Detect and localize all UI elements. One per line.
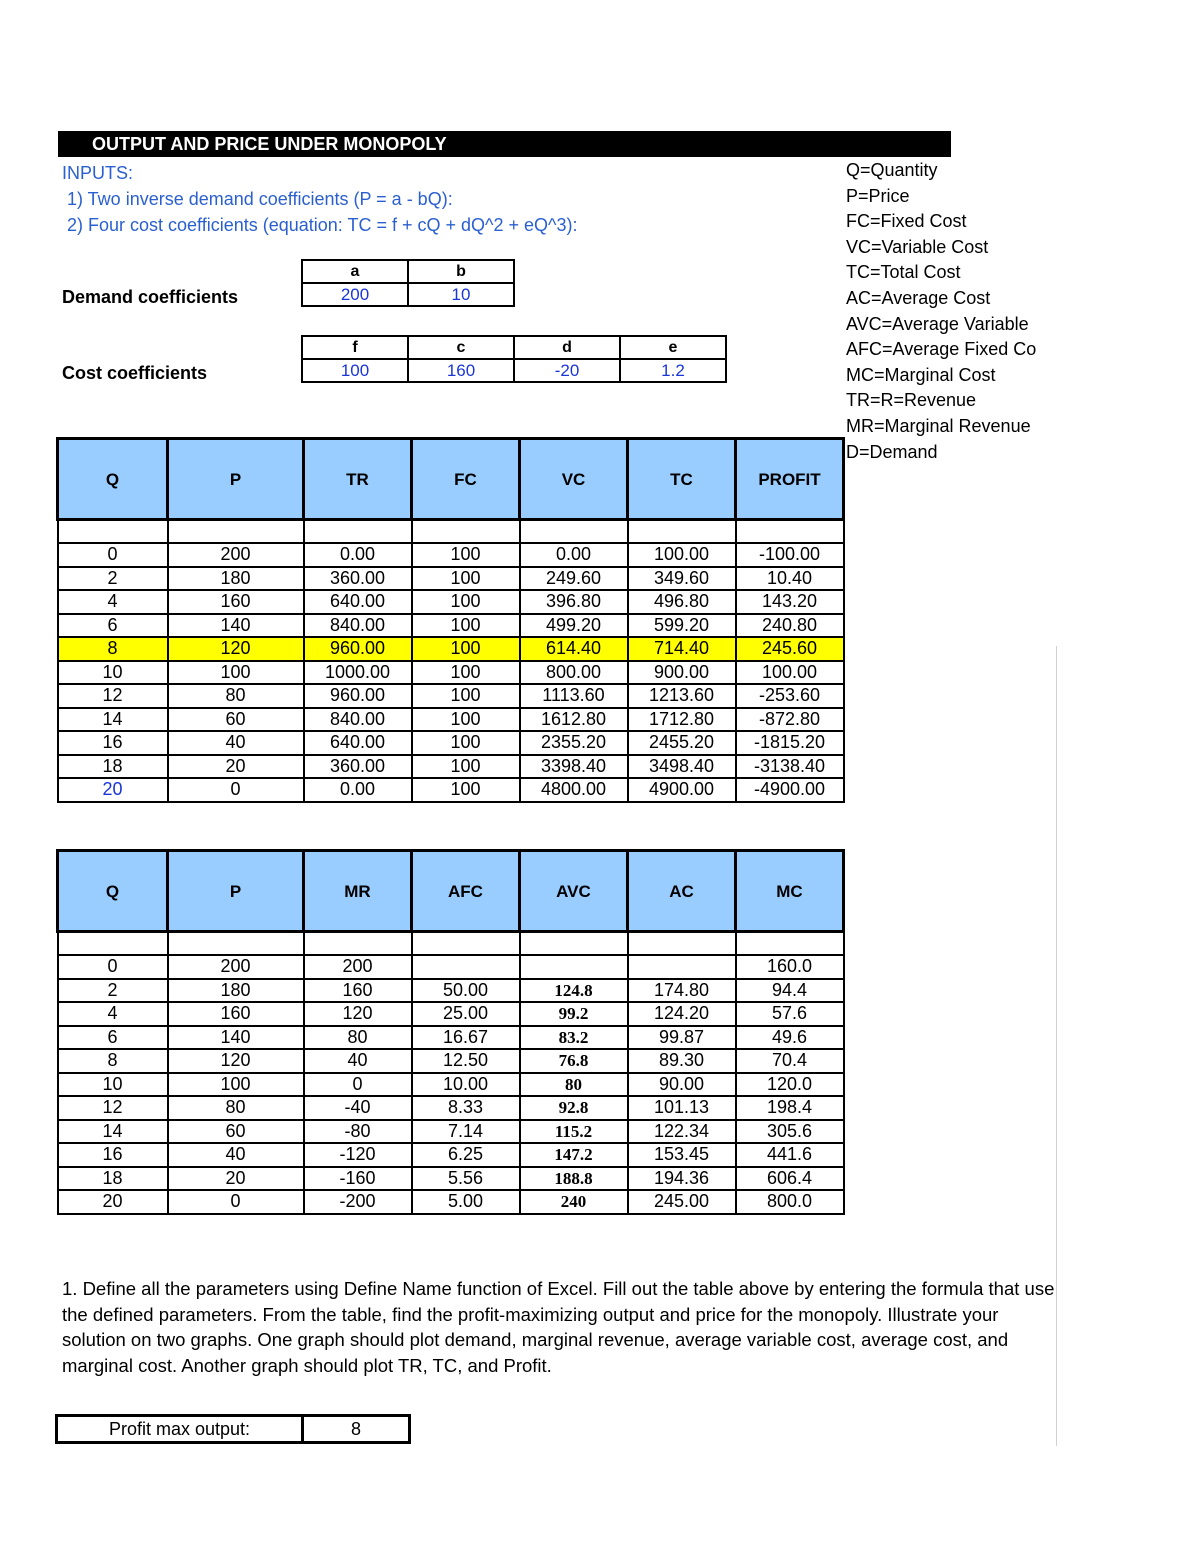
table-cell[interactable]: 441.6 (736, 1143, 844, 1167)
table-cell[interactable]: 6 (58, 1026, 168, 1050)
revenue-cost-profit-table (56, 437, 845, 803)
table-cell[interactable]: 80 (520, 1073, 628, 1097)
column-header: MR (304, 851, 412, 932)
table-cell[interactable]: 6 (58, 614, 168, 638)
table-cell[interactable]: 10.00 (412, 1073, 520, 1097)
table-cell[interactable]: 349.60 (628, 567, 736, 591)
table-cell[interactable]: 20 (168, 755, 304, 779)
table-cell[interactable]: 4800.00 (520, 778, 628, 802)
table-cell[interactable]: 640.00 (304, 731, 412, 755)
table-cell[interactable]: 5.56 (412, 1167, 520, 1191)
table-cell[interactable]: 960.00 (304, 637, 412, 661)
column-header: P (168, 439, 304, 520)
table-cell[interactable]: 40 (168, 1143, 304, 1167)
coef-header-f: f (302, 336, 408, 359)
table-cell[interactable]: 4 (58, 590, 168, 614)
column-header: Q (58, 439, 168, 520)
table-cell[interactable]: 120 (168, 637, 304, 661)
table-cell[interactable]: 57.6 (736, 1002, 844, 1026)
table-cell[interactable]: 90.00 (628, 1073, 736, 1097)
inputs-section (62, 160, 577, 238)
table-cell[interactable]: 140 (168, 614, 304, 638)
table-cell[interactable]: 360.00 (304, 567, 412, 591)
coef-value-f[interactable]: 100 (302, 359, 408, 382)
table-cell[interactable]: 100 (412, 614, 520, 638)
table-cell[interactable]: 4900.00 (628, 778, 736, 802)
table-cell[interactable]: 100 (412, 684, 520, 708)
table-cell[interactable]: 245.60 (736, 637, 844, 661)
table-cell[interactable]: -872.80 (736, 708, 844, 732)
legend-item: MR=Marginal Revenue (846, 415, 1031, 436)
table-cell[interactable]: 188.8 (520, 1167, 628, 1191)
table-cell[interactable]: 240.80 (736, 614, 844, 638)
table-cell[interactable]: 100.00 (736, 661, 844, 685)
table-cell[interactable]: 16 (58, 1143, 168, 1167)
table-row (58, 708, 844, 732)
table-cell[interactable]: 1000.00 (304, 661, 412, 685)
legend-item: D=Demand (846, 441, 938, 462)
table-cell[interactable]: 20 (58, 1190, 168, 1214)
table-cell[interactable]: 2455.20 (628, 731, 736, 755)
table-cell[interactable]: 8 (58, 637, 168, 661)
table-cell[interactable]: 100.00 (628, 543, 736, 567)
table-cell[interactable]: 160 (168, 590, 304, 614)
legend-item: VC=Variable Cost (846, 236, 989, 257)
empty-cell[interactable] (304, 520, 412, 544)
table-row (58, 955, 844, 979)
table-cell[interactable]: 900.00 (628, 661, 736, 685)
table-cell[interactable]: 10 (58, 1073, 168, 1097)
table-cell[interactable]: 160.0 (736, 955, 844, 979)
legend-item: FC=Fixed Cost (846, 211, 967, 232)
table-row (58, 1120, 844, 1144)
table-cell[interactable]: 25.00 (412, 1002, 520, 1026)
table-cell[interactable]: 3398.40 (520, 755, 628, 779)
empty-cell[interactable] (520, 932, 628, 956)
table-cell[interactable]: 1213.60 (628, 684, 736, 708)
table-cell[interactable]: 100 (412, 567, 520, 591)
table-cell[interactable]: -1815.20 (736, 731, 844, 755)
coef-header-c: c (408, 336, 514, 359)
table-row (58, 1143, 844, 1167)
empty-cell[interactable] (520, 520, 628, 544)
table-header-row (58, 851, 844, 932)
table-cell[interactable]: 0 (168, 778, 304, 802)
legend-item: Q=Quantity (846, 160, 938, 180)
table-cell[interactable]: 200 (304, 955, 412, 979)
table-cell[interactable]: 12.50 (412, 1049, 520, 1073)
table-row (58, 731, 844, 755)
marginal-average-cost-table (56, 849, 845, 1215)
table-cell[interactable]: 100 (168, 661, 304, 685)
empty-cell[interactable] (628, 520, 736, 544)
column-header: PROFIT (736, 439, 844, 520)
table-cell[interactable]: -120 (304, 1143, 412, 1167)
demand-coefficients-label: Demand coefficients (62, 287, 239, 307)
table-cell[interactable]: 10.40 (736, 567, 844, 591)
table-cell[interactable]: 200 (168, 955, 304, 979)
coef-header-b: b (408, 260, 514, 283)
table-row (58, 1049, 844, 1073)
table-cell[interactable]: 249.60 (520, 567, 628, 591)
table-cell[interactable]: 101.13 (628, 1096, 736, 1120)
table-row (58, 1190, 844, 1214)
column-header: P (168, 851, 304, 932)
table-cell[interactable]: 100 (412, 778, 520, 802)
column-header: AVC (520, 851, 628, 932)
table-cell[interactable]: 100 (412, 637, 520, 661)
table-cell[interactable]: 840.00 (304, 614, 412, 638)
table-row (58, 543, 844, 567)
table-cell[interactable]: 499.20 (520, 614, 628, 638)
table-cell[interactable]: 2 (58, 567, 168, 591)
table-cell[interactable]: 1712.80 (628, 708, 736, 732)
profit-max-output-box (55, 1414, 411, 1444)
table-cell[interactable]: 12 (58, 684, 168, 708)
table-cell[interactable]: 0.00 (520, 543, 628, 567)
table-cell[interactable]: 180 (168, 567, 304, 591)
table-row (58, 1073, 844, 1097)
coef-value-b[interactable]: 10 (408, 283, 514, 306)
table-cell[interactable]: 83.2 (520, 1026, 628, 1050)
table-cell[interactable]: 0.00 (304, 543, 412, 567)
table-cell[interactable]: 640.00 (304, 590, 412, 614)
table-cell[interactable]: 16 (58, 731, 168, 755)
cost-coefficients-label: Cost coefficients (62, 363, 208, 383)
table-cell[interactable]: 14 (58, 1120, 168, 1144)
table-cell[interactable]: 70.4 (736, 1049, 844, 1073)
column-header: TC (628, 439, 736, 520)
table-cell[interactable]: 12 (58, 1096, 168, 1120)
table-row (58, 661, 844, 685)
table-row (58, 755, 844, 779)
table-cell[interactable]: 80 (168, 1096, 304, 1120)
table-cell[interactable]: 614.40 (520, 637, 628, 661)
table-row (58, 778, 844, 802)
table-cell[interactable]: 240 (520, 1190, 628, 1214)
empty-cell[interactable] (58, 932, 168, 956)
table-cell[interactable]: -200 (304, 1190, 412, 1214)
table-cell[interactable]: 153.45 (628, 1143, 736, 1167)
table-cell[interactable]: 599.20 (628, 614, 736, 638)
table-cell[interactable]: 0 (168, 1190, 304, 1214)
table-cell[interactable]: 99.2 (520, 1002, 628, 1026)
table-cell[interactable]: 0 (58, 543, 168, 567)
table-cell[interactable]: 50.00 (412, 979, 520, 1003)
demand-coefficients-table (301, 259, 515, 307)
blank-row (58, 932, 844, 956)
table-cell[interactable]: 147.2 (520, 1143, 628, 1167)
table-cell[interactable]: 20 (58, 778, 168, 802)
legend-item: AVC=Average Variable (846, 313, 1029, 334)
column-header: Q (58, 851, 168, 932)
table-cell[interactable]: 140 (168, 1026, 304, 1050)
legend-item: TR=R=Revenue (846, 390, 977, 411)
table-cell[interactable]: 120 (168, 1049, 304, 1073)
table-cell[interactable]: 200 (168, 543, 304, 567)
table-cell[interactable]: 115.2 (520, 1120, 628, 1144)
table-cell[interactable]: 305.6 (736, 1120, 844, 1144)
column-header: MC (736, 851, 844, 932)
table-cell[interactable]: 40 (304, 1049, 412, 1073)
table-cell[interactable]: 8 (58, 1049, 168, 1073)
table-cell[interactable]: 1113.60 (520, 684, 628, 708)
table-cell[interactable]: 198.4 (736, 1096, 844, 1120)
table-cell[interactable]: 99.87 (628, 1026, 736, 1050)
table-cell[interactable]: 100 (412, 755, 520, 779)
table-cell[interactable]: 800.00 (520, 661, 628, 685)
table-row (58, 1167, 844, 1191)
empty-cell[interactable] (736, 932, 844, 956)
table-cell[interactable]: 20 (168, 1167, 304, 1191)
table-cell[interactable]: 100 (412, 708, 520, 732)
inputs-line-cost: 2) Four cost coefficients (equation: TC = f + cQ + dQ^2 + eQ^3): (62, 215, 578, 235)
table-row (58, 684, 844, 708)
table-cell[interactable]: 960.00 (304, 684, 412, 708)
table-cell[interactable]: 160 (304, 979, 412, 1003)
table-cell[interactable]: 396.80 (520, 590, 628, 614)
table-cell[interactable]: 194.36 (628, 1167, 736, 1191)
table-header-row (58, 439, 844, 520)
table-cell[interactable]: -253.60 (736, 684, 844, 708)
table-row (58, 637, 844, 661)
question-text: 1. Define all the parameters using Define Name function of Excel. Fill out the table above by entering the formula that use the defined parameters. From the table, find the profit-maximizing output and price for the monopoly. Illustrate your solution on two graphs. One graph should plot demand, marginal revenue, average variable cost, average cost, and marginal cost. Another graph should plot TR, TC, and Profit. (62, 1278, 1055, 1376)
table-cell[interactable]: 100 (168, 1073, 304, 1097)
table-cell[interactable]: 100 (412, 731, 520, 755)
empty-cell[interactable] (168, 520, 304, 544)
table-cell[interactable]: 1612.80 (520, 708, 628, 732)
coef-header-e: e (620, 336, 726, 359)
table-cell[interactable]: 174.80 (628, 979, 736, 1003)
legend-item: P=Price (846, 185, 910, 206)
table-cell[interactable]: 360.00 (304, 755, 412, 779)
table-cell[interactable]: 245.00 (628, 1190, 736, 1214)
page-title: OUTPUT AND PRICE UNDER MONOPOLY (58, 131, 951, 157)
table-cell[interactable]: 496.80 (628, 590, 736, 614)
table-cell[interactable]: -100.00 (736, 543, 844, 567)
table-cell[interactable]: 4 (58, 1002, 168, 1026)
column-header: VC (520, 439, 628, 520)
table-cell[interactable]: 76.8 (520, 1049, 628, 1073)
table-cell[interactable]: 80 (304, 1026, 412, 1050)
table-cell[interactable]: 100 (412, 590, 520, 614)
legend-item: AFC=Average Fixed Co (846, 339, 1037, 360)
table-cell[interactable]: 800.0 (736, 1190, 844, 1214)
coef-value-a[interactable]: 200 (302, 283, 408, 306)
coef-value-e[interactable]: 1.2 (620, 359, 726, 382)
table-cell[interactable]: 2 (58, 979, 168, 1003)
table-row (58, 614, 844, 638)
column-header: AC (628, 851, 736, 932)
table-row (58, 1002, 844, 1026)
blank-row (58, 520, 844, 544)
empty-cell[interactable] (58, 520, 168, 544)
table-cell[interactable]: 120 (304, 1002, 412, 1026)
coef-value-c[interactable]: 160 (408, 359, 514, 382)
table-cell[interactable]: 124.20 (628, 1002, 736, 1026)
table-cell[interactable]: 2355.20 (520, 731, 628, 755)
legend-item: TC=Total Cost (846, 262, 961, 283)
table-cell[interactable]: 0 (58, 955, 168, 979)
table-cell[interactable]: 160 (168, 1002, 304, 1026)
legend-item: MC=Marginal Cost (846, 364, 996, 385)
coef-value-d[interactable]: -20 (514, 359, 620, 382)
abbreviation-legend (846, 158, 1036, 465)
profit-max-value[interactable]: 8 (303, 1416, 410, 1443)
table-cell[interactable]: -160 (304, 1167, 412, 1191)
table-cell[interactable]: 40 (168, 731, 304, 755)
table-cell[interactable]: 18 (58, 1167, 168, 1191)
empty-cell[interactable] (628, 932, 736, 956)
table-cell[interactable]: 0 (304, 1073, 412, 1097)
profit-max-label: Profit max output: (57, 1416, 303, 1443)
table-cell[interactable]: -40 (304, 1096, 412, 1120)
table-row (58, 1026, 844, 1050)
table-cell[interactable]: 6.25 (412, 1143, 520, 1167)
table-cell[interactable]: 92.8 (520, 1096, 628, 1120)
table-cell[interactable]: 7.14 (412, 1120, 520, 1144)
table-cell[interactable]: 60 (168, 708, 304, 732)
table-cell[interactable]: 606.4 (736, 1167, 844, 1191)
empty-cell[interactable] (412, 520, 520, 544)
table-cell[interactable]: 10 (58, 661, 168, 685)
table-cell[interactable]: 18 (58, 755, 168, 779)
legend-item: AC=Average Cost (846, 287, 991, 308)
table-cell[interactable]: 14 (58, 708, 168, 732)
inputs-line-demand: 1) Two inverse demand coefficients (P = a - bQ): (62, 189, 453, 209)
table-cell[interactable]: 120.0 (736, 1073, 844, 1097)
empty-cell[interactable] (412, 932, 520, 956)
table-cell[interactable]: 180 (168, 979, 304, 1003)
table-cell[interactable]: 100 (412, 661, 520, 685)
table-cell[interactable]: 3498.40 (628, 755, 736, 779)
table-cell[interactable]: 60 (168, 1120, 304, 1144)
empty-cell[interactable] (736, 520, 844, 544)
table-cell[interactable]: 94.4 (736, 979, 844, 1003)
cost-coefficients-table (301, 335, 727, 383)
table-cell[interactable]: -80 (304, 1120, 412, 1144)
table-cell[interactable]: 122.34 (628, 1120, 736, 1144)
table-cell[interactable] (520, 955, 628, 979)
table-row (58, 1096, 844, 1120)
table-cell[interactable]: 0.00 (304, 778, 412, 802)
table-cell[interactable]: 89.30 (628, 1049, 736, 1073)
table-row (58, 590, 844, 614)
empty-cell[interactable] (168, 932, 304, 956)
coef-header-a: a (302, 260, 408, 283)
table-cell[interactable]: 80 (168, 684, 304, 708)
table-cell[interactable]: 124.8 (520, 979, 628, 1003)
table-cell[interactable]: 840.00 (304, 708, 412, 732)
column-header: FC (412, 439, 520, 520)
inputs-heading: INPUTS: (62, 163, 134, 183)
table-cell[interactable]: -3138.40 (736, 755, 844, 779)
table-cell[interactable]: 714.40 (628, 637, 736, 661)
column-header: TR (304, 439, 412, 520)
table-cell[interactable]: 16.67 (412, 1026, 520, 1050)
empty-cell[interactable] (304, 932, 412, 956)
table-cell[interactable]: 49.6 (736, 1026, 844, 1050)
table-cell[interactable]: 143.20 (736, 590, 844, 614)
table-cell[interactable]: -4900.00 (736, 778, 844, 802)
table-cell[interactable]: 8.33 (412, 1096, 520, 1120)
table-cell[interactable]: 100 (412, 543, 520, 567)
coef-header-d: d (514, 336, 620, 359)
column-header: AFC (412, 851, 520, 932)
table-cell[interactable] (628, 955, 736, 979)
table-cell[interactable]: 5.00 (412, 1190, 520, 1214)
table-cell[interactable] (412, 955, 520, 979)
table-row (58, 979, 844, 1003)
table-row (58, 567, 844, 591)
